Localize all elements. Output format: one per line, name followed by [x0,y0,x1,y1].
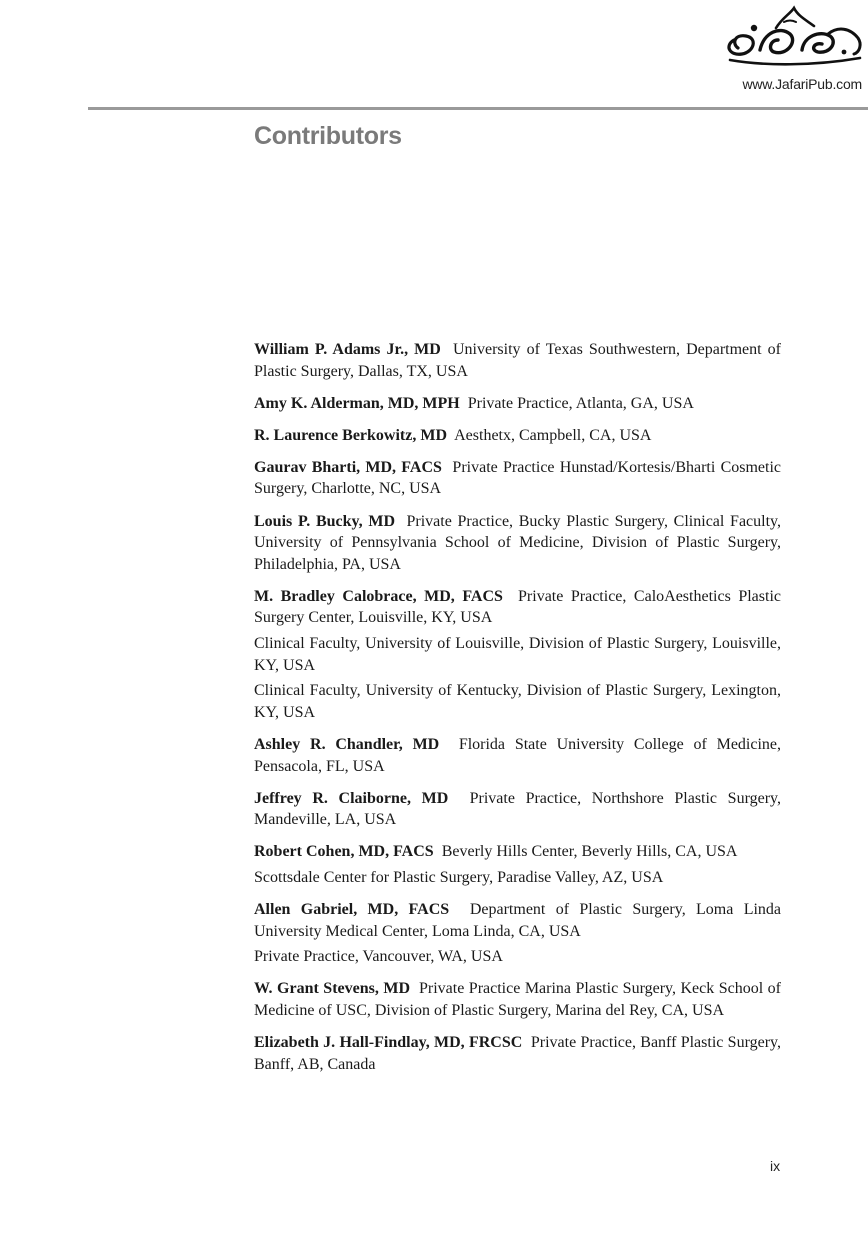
contributor-entry [254,586,781,724]
contributor-name: Allen Gabriel, MD, FACS [254,900,450,918]
contributor-affiliation-first [254,425,781,447]
contributor-affiliation-first [254,339,781,382]
contributor-entry [254,425,781,447]
affiliation-text: Clinical Faculty, University of Louisville, Division of Plastic Surgery, Louisville, KY, USA [254,635,781,674]
contributor-name: Ashley R. Chandler, MD [254,735,440,753]
contributors-list [254,339,781,1086]
affiliation-text: Private Practice, Banff Plastic Surgery, Banff, AB, Canada [254,1033,781,1073]
page-number: ix [770,1158,781,1174]
affiliation-text: Private Practice, Northshore Plastic Surgery, Mandeville, LA, USA [254,789,782,829]
contributor-affiliation-first [254,788,781,831]
contributor-entry [254,899,781,968]
contributor-entry [254,511,781,576]
affiliation-text: Private Practice, Bucky Plastic Surgery, Clinical Faculty, University of Pennsylvania School of Medicine, Division of Plastic Surgery, Philadelphia, PA, USA [254,512,782,573]
contributor-affiliation-first [254,1032,781,1075]
header-rule [88,107,868,110]
contributor-name: R. Laurence Berkowitz, MD [254,426,447,444]
contributor-affiliation-first [254,899,781,942]
affiliation-text: Private Practice, Atlanta, GA, USA [467,394,694,412]
contributor-affiliation-first [254,734,781,777]
contributor-entry [254,841,781,888]
contributor-name: Jeffrey R. Claiborne, MD [254,789,449,807]
contributor-affiliation-first [254,457,781,500]
publisher-url: www.JafariPub.com [742,76,862,92]
contributor-name: Gaurav Bharti, MD, FACS [254,458,442,476]
contributor-affiliation-first [254,393,781,415]
contributor-affiliation [254,633,781,676]
contributor-entry [254,339,781,382]
contributor-entry [254,457,781,500]
calligraphy-logo-icon [724,4,864,76]
contributor-affiliation-first [254,586,781,629]
affiliation-text: Beverly Hills Center, Beverly Hills, CA, USA [441,843,738,861]
contributor-entry [254,734,781,777]
page-title: Contributors [254,122,402,150]
contributor-entry [254,393,781,415]
contributor-name: William P. Adams Jr., MD [254,341,441,358]
contributor-affiliation [254,680,781,723]
contributor-entry [254,788,781,831]
contributor-name: M. Bradley Calobrace, MD, FACS [254,587,503,605]
affiliation-text: Private Practice, CaloAesthetics Plastic Surgery Center, Louisville, KY, USA [254,587,782,627]
affiliation-text: University of Texas Southwestern, Department of Plastic Surgery, Dallas, TX, USA [254,341,782,380]
affiliation-text: Aesthetx, Campbell, CA, USA [454,426,652,444]
contributor-affiliation-first [254,841,781,863]
contributor-name: Amy K. Alderman, MD, MPH [254,394,460,412]
affiliation-text: Private Practice, Vancouver, WA, USA [254,948,503,966]
contributor-name: Louis P. Bucky, MD [254,512,396,530]
contributor-name: Robert Cohen, MD, FACS [254,843,434,861]
contributor-name: W. Grant Stevens, MD [254,980,410,998]
affiliation-text: Clinical Faculty, University of Kentucky, Division of Plastic Surgery, Lexington, KY, USA [254,682,781,721]
contributor-entry [254,1032,781,1075]
affiliation-text: Scottsdale Center for Plastic Surgery, Paradise Valley, AZ, USA [254,868,664,886]
affiliation-text: Florida State University College of Medicine, Pensacola, FL, USA [254,735,782,775]
contributor-affiliation [254,867,781,889]
affiliation-text: Department of Plastic Surgery, Loma Linda University Medical Center, Loma Linda, CA, USA [254,900,782,940]
contributor-affiliation-first [254,978,781,1021]
affiliation-text: Private Practice Hunstad/Kortesis/Bharti Cosmetic Surgery, Charlotte, NC, USA [254,458,782,498]
contributor-affiliation [254,946,781,968]
publisher-logo [724,4,864,94]
contributor-name: Elizabeth J. Hall-Findlay, MD, FRCSC [254,1033,523,1051]
contributor-entry [254,978,781,1021]
contributor-affiliation-first [254,511,781,576]
affiliation-text: Private Practice Marina Plastic Surgery, Keck School of Medicine of USC, Division of Plastic Surgery, Marina del Rey, CA, USA [254,980,781,1019]
